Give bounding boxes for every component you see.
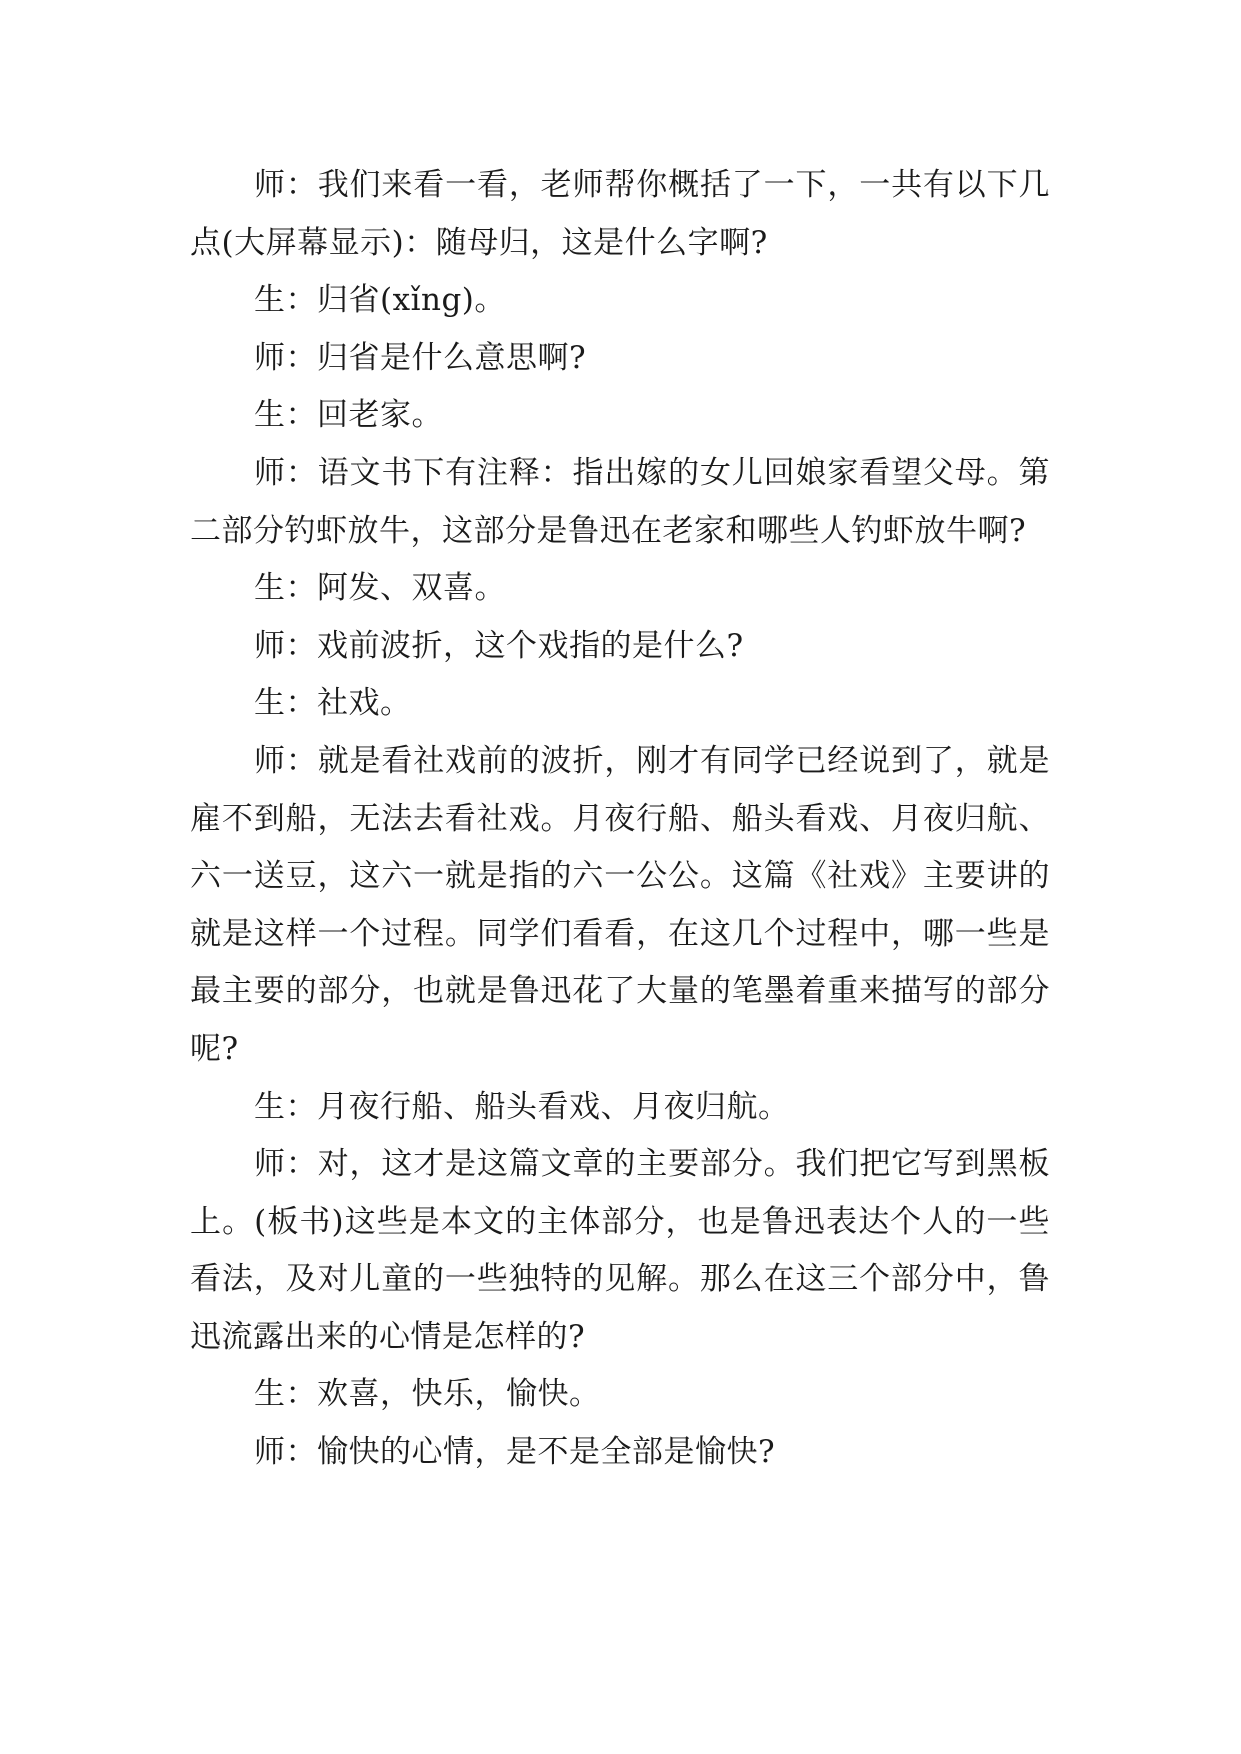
document-body — [190, 157, 1050, 1482]
dialogue-paragraph: 生：归省(xǐng)。 — [254, 282, 506, 319]
dialogue-paragraph: 师：我们来看一看，老师帮你概括了一下，一共有以下几点(大屏幕显示)：随母归，这是什么字啊? — [190, 167, 1050, 261]
dialogue-paragraph: 生：回老家。 — [254, 397, 443, 434]
dialogue-paragraph: 生：阿发、双喜。 — [254, 570, 506, 607]
dialogue-paragraph: 师：就是看社戏前的波折，刚才有同学已经说到了，就是雇不到船，无法去看社戏。月夜行船、船头看戏、月夜归航、六一送豆，这六一就是指的六一公公。这篇《社戏》主要讲的就是这样一个过程。同学们看看，在这几个过程中，哪一些是最主要的部分，也就是鲁迅花了大量的笔墨着重来描写的部分呢? — [190, 742, 1050, 1067]
dialogue-paragraph: 师：语文书下有注释：指出嫁的女儿回娘家看望父母。第二部分钓虾放牛，这部分是鲁迅在老家和哪些人钓虾放牛啊? — [190, 454, 1050, 549]
dialogue-paragraph: 生：欢喜，快乐，愉快。 — [254, 1376, 601, 1413]
dialogue-paragraph: 师：愉快的心情，是不是全部是愉快? — [254, 1434, 776, 1471]
dialogue-paragraph: 生：月夜行船、船头看戏、月夜归航。 — [254, 1088, 790, 1125]
dialogue-paragraph: 师：归省是什么意思啊? — [254, 339, 587, 376]
dialogue-paragraph: 师：对，这才是这篇文章的主要部分。我们把它写到黑板上。(板书)这些是本文的主体部分，也是鲁迅表达个人的一些看法，及对儿童的一些独特的见解。那么在这三个部分中，鲁迅流露出来的心情是怎样的? — [190, 1146, 1050, 1355]
dialogue-paragraph: 生：社戏。 — [254, 685, 412, 722]
dialogue-paragraph: 师：戏前波折，这个戏指的是什么? — [254, 627, 744, 664]
